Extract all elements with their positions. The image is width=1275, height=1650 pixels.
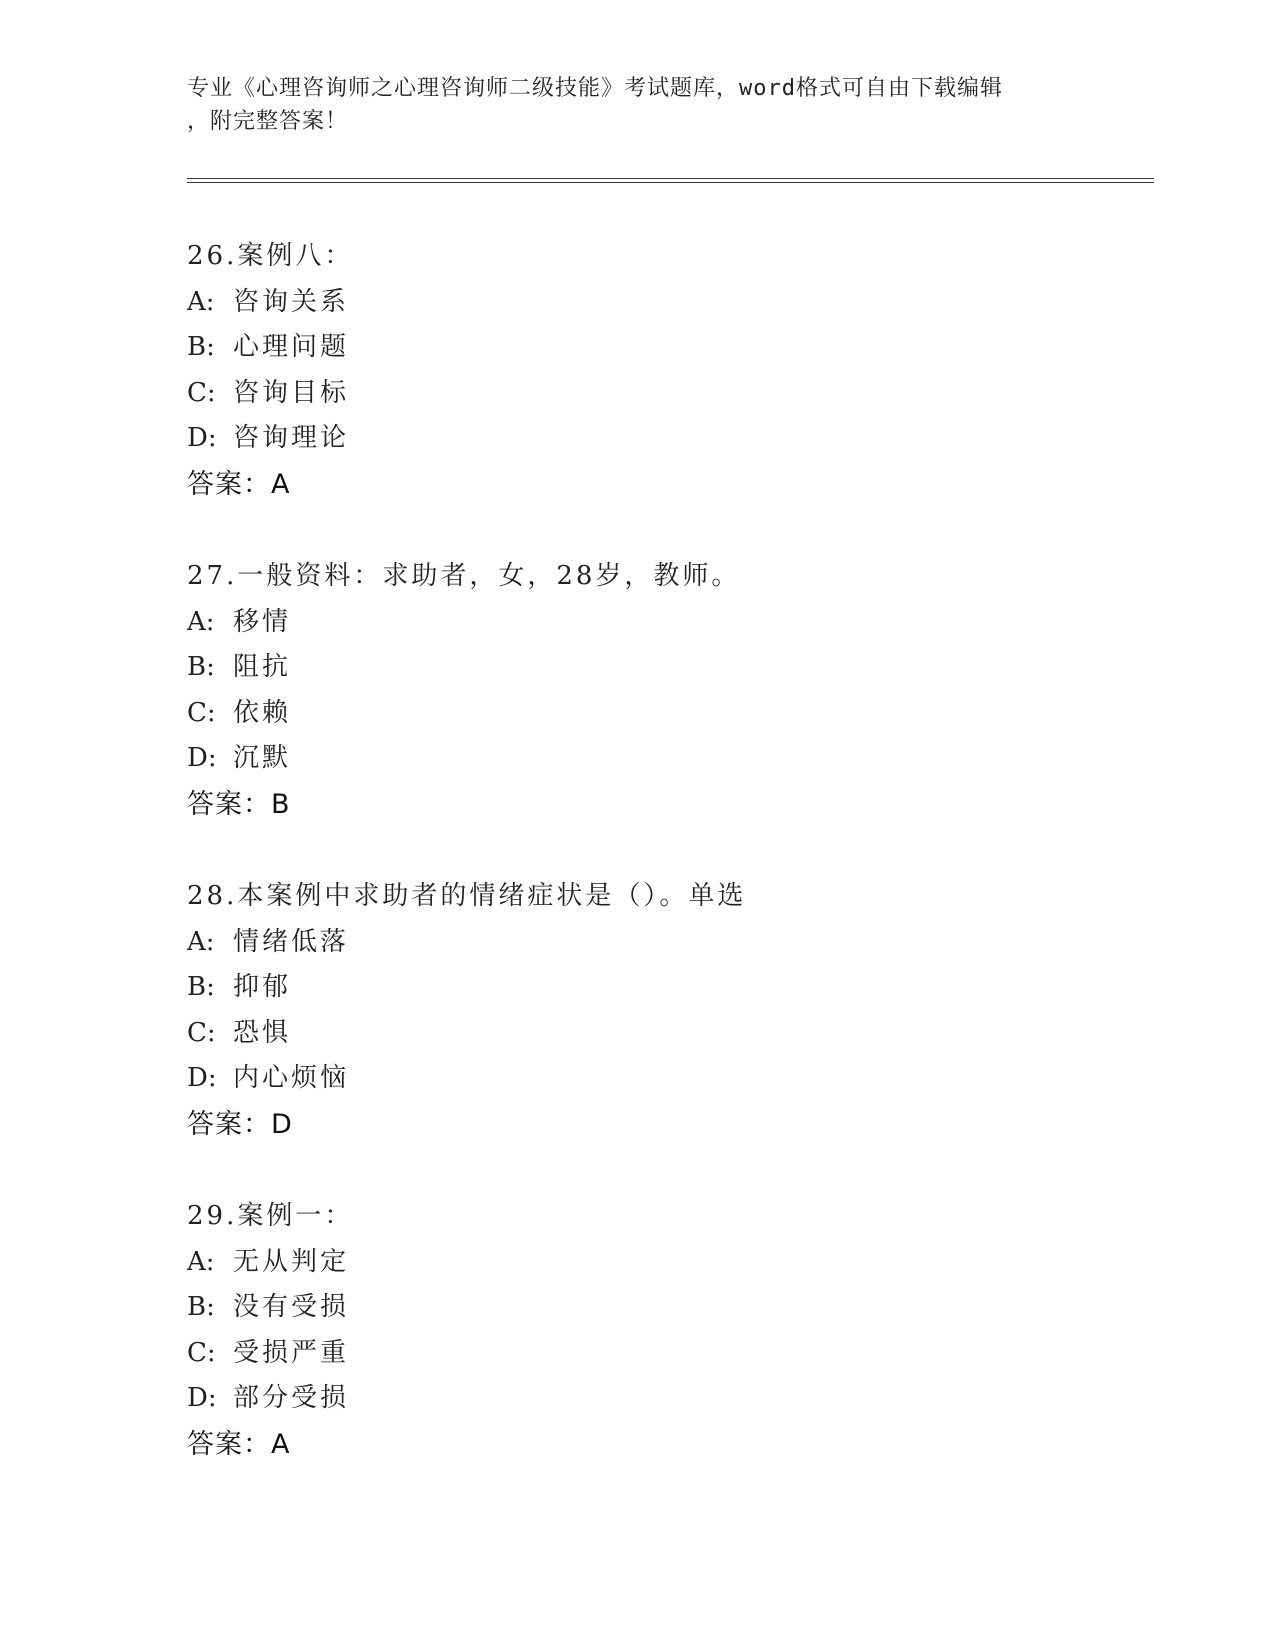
answer-label: 答案： <box>187 1108 271 1140</box>
question-list <box>187 234 1147 1514</box>
answer-value: B <box>271 788 290 820</box>
option-letter: A: <box>187 926 215 957</box>
option-b <box>187 645 1147 691</box>
option-a <box>187 600 1147 646</box>
question-28 <box>187 874 1147 1194</box>
header-divider-bottom <box>187 182 1154 183</box>
option-text: 受损严重 <box>233 1337 350 1368</box>
option-b <box>187 1285 1147 1331</box>
option-text: 抑郁 <box>233 972 292 1002</box>
answer-line <box>187 1102 1147 1148</box>
option-text: 无从判定 <box>233 1246 350 1277</box>
option-c <box>187 371 1147 417</box>
header-line-2: ，附完整答案！ <box>187 109 349 134</box>
question-stem: 27.一般资料：求助者，女，28岁，教师。 <box>187 561 741 591</box>
question-29 <box>187 1194 1147 1514</box>
option-text: 咨询理论 <box>233 423 350 453</box>
option-letter: A: <box>187 1246 215 1277</box>
option-text: 部分受损 <box>233 1383 350 1413</box>
answer-value: A <box>271 1428 290 1460</box>
option-letter: C: <box>187 1017 216 1048</box>
header-line-1: 专业《心理咨询师之心理咨询师二级技能》考试题库，word格式可自由下载编辑 <box>187 76 1003 101</box>
option-c <box>187 691 1147 737</box>
header-divider-top <box>187 178 1154 179</box>
option-text: 依赖 <box>233 697 292 728</box>
answer-label: 答案： <box>187 468 271 500</box>
option-d <box>187 416 1147 462</box>
question-stem: 26.案例八： <box>187 241 354 271</box>
option-letter: C: <box>187 697 216 728</box>
option-text: 沉默 <box>233 743 292 773</box>
option-text: 内心烦恼 <box>233 1063 350 1093</box>
option-d <box>187 736 1147 782</box>
question-27 <box>187 554 1147 874</box>
option-c <box>187 1011 1147 1057</box>
document-header <box>187 72 1087 138</box>
option-text: 情绪低落 <box>233 926 350 957</box>
option-letter: B: <box>187 972 215 1002</box>
option-text: 咨询目标 <box>233 377 350 408</box>
answer-value: A <box>271 468 290 500</box>
option-c <box>187 1331 1147 1377</box>
option-letter: B: <box>187 332 215 362</box>
answer-line <box>187 1422 1147 1468</box>
option-text: 阻抗 <box>233 652 292 682</box>
option-text: 移情 <box>233 606 292 637</box>
option-letter: C: <box>187 377 216 408</box>
question-stem: 28.本案例中求助者的情绪症状是（）。单选 <box>187 881 747 911</box>
option-text: 没有受损 <box>233 1292 350 1322</box>
option-a <box>187 1240 1147 1286</box>
option-text: 心理问题 <box>233 332 350 362</box>
answer-line <box>187 462 1147 508</box>
option-letter: A: <box>187 286 215 317</box>
option-a <box>187 920 1147 966</box>
option-d <box>187 1376 1147 1422</box>
option-a <box>187 280 1147 326</box>
option-b <box>187 325 1147 371</box>
answer-label: 答案： <box>187 1428 271 1460</box>
option-letter: C: <box>187 1337 216 1368</box>
answer-label: 答案： <box>187 788 271 820</box>
option-letter: A: <box>187 606 215 637</box>
option-text: 恐惧 <box>233 1017 292 1048</box>
question-26 <box>187 234 1147 554</box>
question-stem: 29.案例一： <box>187 1201 354 1231</box>
option-text: 咨询关系 <box>233 286 350 317</box>
option-letter: D: <box>187 1063 217 1093</box>
option-letter: D: <box>187 1383 217 1413</box>
answer-value: D <box>271 1108 292 1140</box>
option-b <box>187 965 1147 1011</box>
option-letter: D: <box>187 743 217 773</box>
option-letter: B: <box>187 652 215 682</box>
option-letter: D: <box>187 423 217 453</box>
option-letter: B: <box>187 1292 215 1322</box>
answer-line <box>187 782 1147 828</box>
option-d <box>187 1056 1147 1102</box>
